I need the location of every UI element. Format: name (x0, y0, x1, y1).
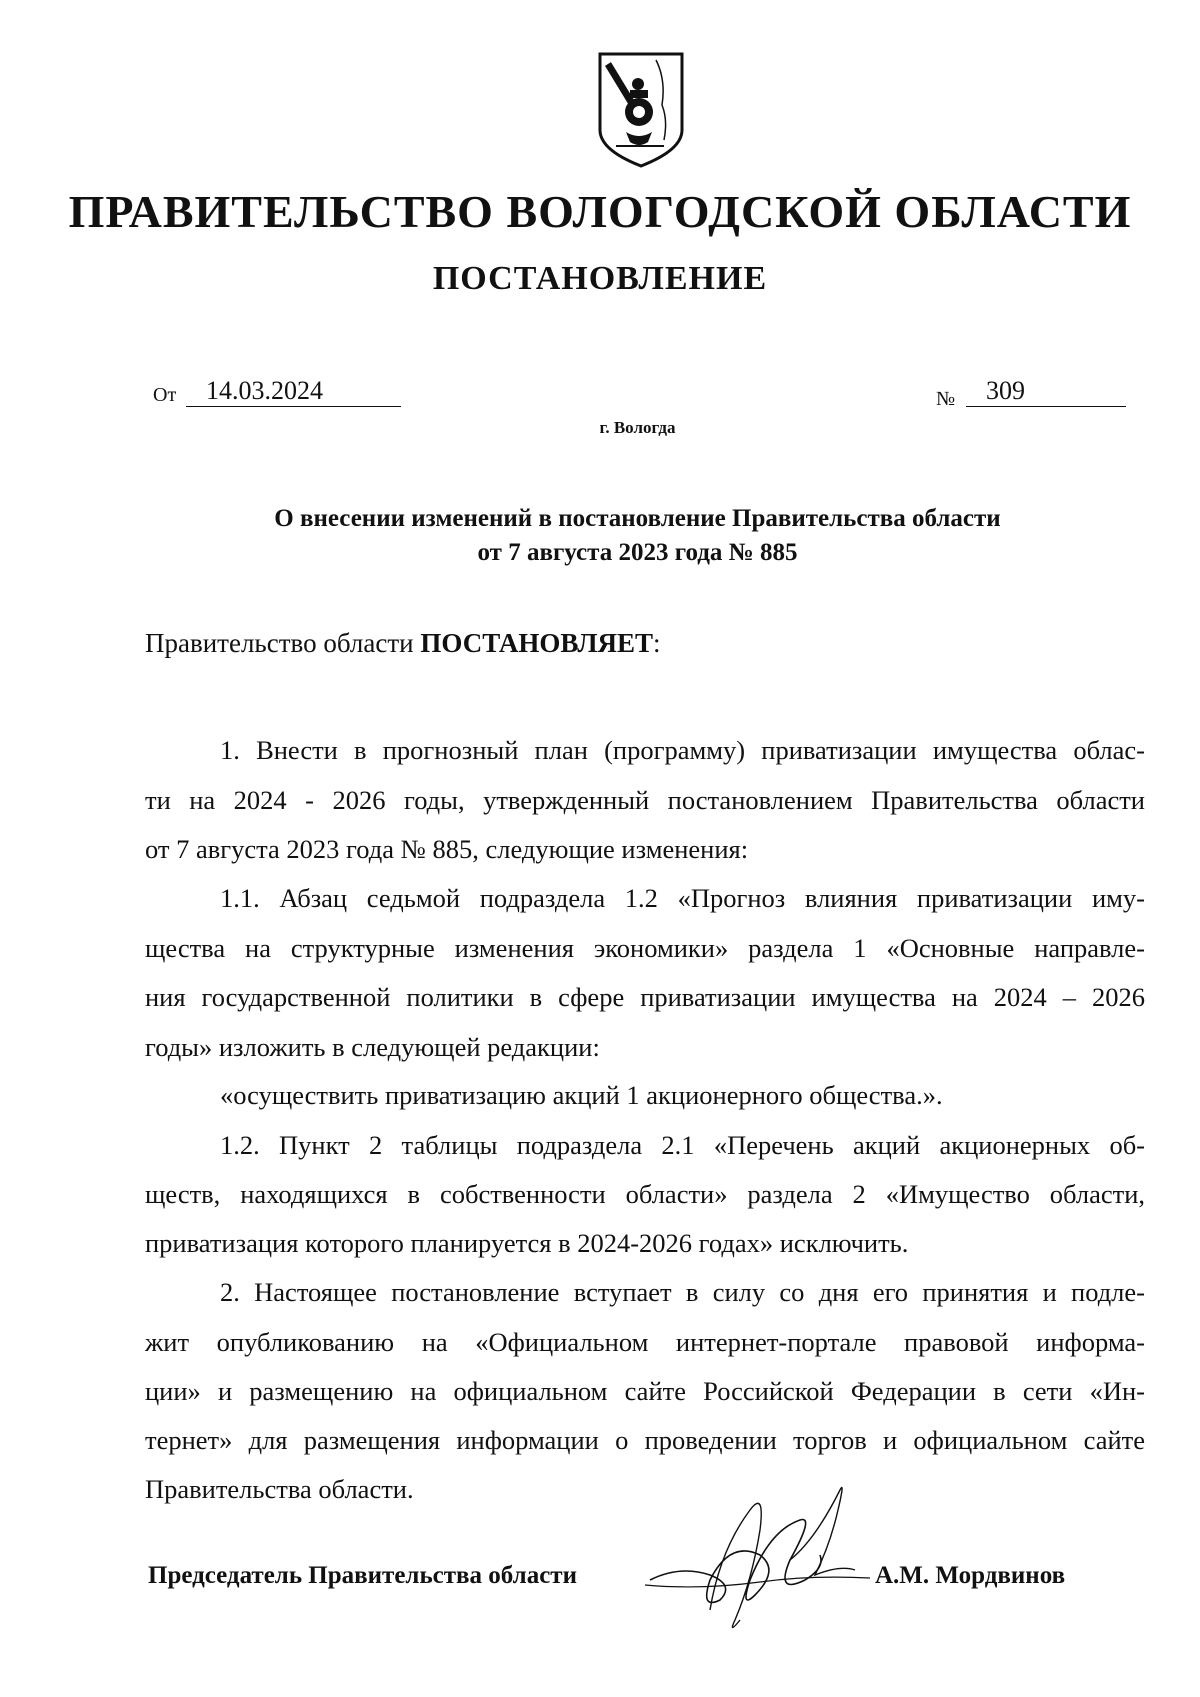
number-value: 309 (966, 376, 1126, 407)
signatory-name: А.М. Мордвинов (875, 1562, 1066, 1589)
body-line: 1. Внести в прогнозный план (программу) приватизации имущества облас- (220, 735, 1145, 765)
date-label: От (153, 384, 177, 406)
body-line: ти на 2024 - 2026 годы, утвержденный постановлением Правительства области (145, 785, 1145, 815)
body-line: щества на структурные изменения экономики» раздела 1 «Основные направле- (145, 933, 1145, 963)
document-type: ПОСТАНОВЛЕНИЕ (432, 260, 768, 297)
preamble-suffix: : (652, 628, 661, 658)
handwritten-signature-icon (640, 1470, 900, 1640)
preamble (145, 628, 661, 659)
body-line: жит опубликованию на «Официальном интернет-портале правовой информа- (145, 1327, 1145, 1357)
subject-line: О внесении изменений в постановление Правительства области (274, 505, 1001, 532)
body-line: 1.1. Абзац седьмой подраздела 1.2 «Прогноз влияния приватизации иму- (220, 883, 1145, 913)
body-line: «осуществить приватизацию акций 1 акционерного общества.». (220, 1080, 943, 1110)
body-line: ния государственной политики в сфере приватизации имущества на 2024 – 2026 (145, 982, 1145, 1012)
body-line: 1.2. Пункт 2 таблицы подраздела 2.1 «Перечень акций акционерных об- (220, 1130, 1145, 1160)
date-value: 14.03.2024 (186, 376, 401, 407)
signatory-title: Председатель Правительства области (148, 1562, 577, 1589)
coat-of-arms-icon (596, 50, 686, 170)
body-line: Правительства области. (145, 1474, 414, 1504)
preamble-text: Правительство области (145, 628, 421, 658)
subject-line: от 7 августа 2023 года № 885 (477, 539, 798, 566)
city: г. Вологда (599, 418, 676, 437)
body-line: тернет» для размещения информации о проведении торгов и официальном сайте (145, 1425, 1145, 1455)
preamble-emphasis: ПОСТАНОВЛЯЕТ (420, 628, 653, 658)
document-subject (0, 502, 1200, 570)
org-title: ПРАВИТЕЛЬСТВО ВОЛОГОДСКОЙ ОБЛАСТИ (68, 186, 1132, 237)
number-label: № (936, 388, 956, 410)
body-line: приватизация которого планируется в 2024-2026 годах» исключить. (145, 1228, 909, 1258)
body-line: от 7 августа 2023 года № 885, следующие изменения: (145, 834, 749, 864)
body-line: годы» изложить в следующей редакции: (145, 1032, 600, 1062)
body-line: 2. Настоящее постановление вступает в силу со дня его принятия и подле- (220, 1277, 1145, 1307)
body-line: ции» и размещению на официальном сайте Российской Федерации в сети «Ин- (145, 1376, 1145, 1406)
body-line: ществ, находящихся в собственности области» раздела 2 «Имущество области, (145, 1179, 1145, 1209)
